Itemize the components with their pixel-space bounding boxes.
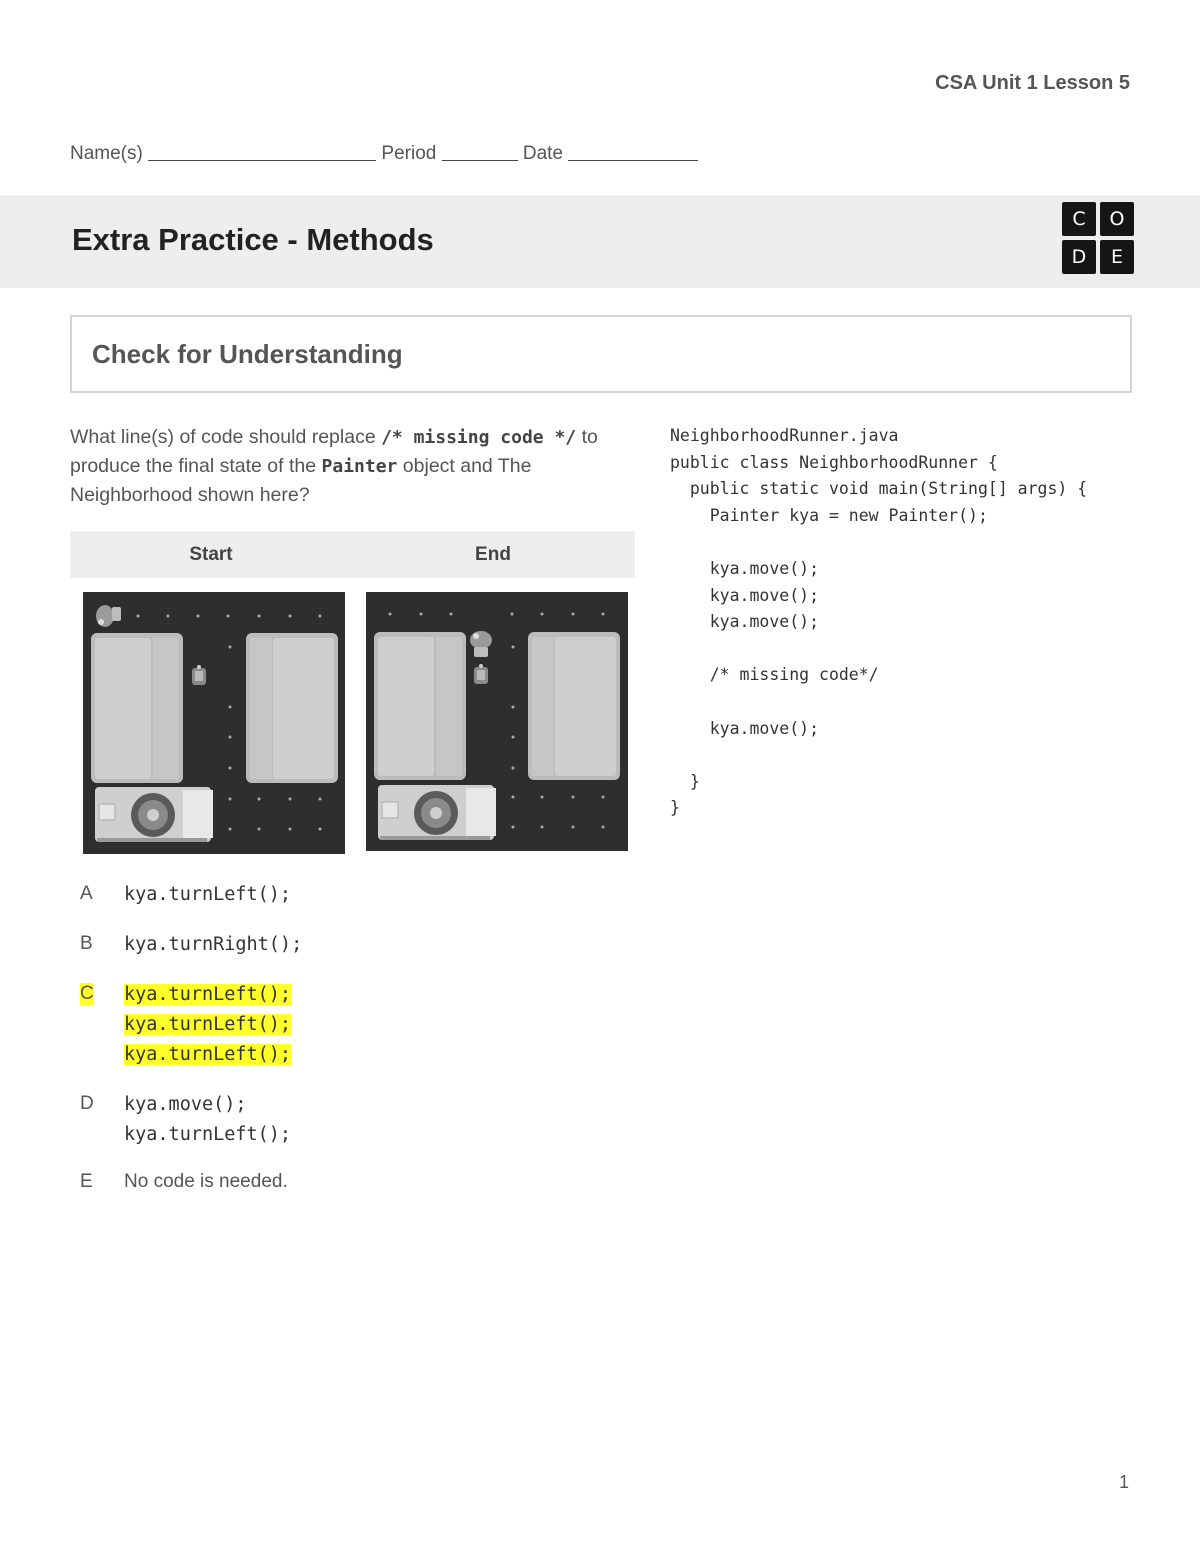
start-label: Start <box>189 544 233 565</box>
code-listing <box>670 423 1087 822</box>
question-part: What line(s) of code should replace <box>70 426 382 448</box>
start-neighborhood-grid <box>83 592 345 854</box>
question-code: Painter <box>321 456 398 477</box>
choice-letter: C <box>80 983 94 1004</box>
date-blank[interactable] <box>568 142 698 161</box>
choice-code-block <box>124 1090 291 1150</box>
question-code: /* missing code */ <box>381 427 577 448</box>
code-line: /* missing code*/ <box>670 665 879 685</box>
house-left-icon <box>374 632 466 780</box>
code-line: Painter kya = new Painter(); <box>670 505 988 525</box>
code-line <box>670 529 1087 556</box>
choice-letter: A <box>80 883 93 904</box>
end-label: End <box>475 544 511 565</box>
code-line: kya.move(); <box>670 718 820 738</box>
choice-letter: E <box>80 1171 93 1192</box>
name-blank[interactable] <box>148 142 376 161</box>
logo-letter: D <box>1062 240 1096 274</box>
choice-letter: D <box>80 1093 94 1114</box>
choice-text: No code is needed. <box>124 1171 288 1192</box>
page-title: Extra Practice - Methods <box>72 222 434 257</box>
code-line: kya.move(); <box>670 585 820 605</box>
choice-letter: B <box>80 933 93 954</box>
start-end-header <box>70 531 635 578</box>
course-label: CSA Unit 1 Lesson 5 <box>935 72 1130 94</box>
code-org-logo <box>1062 202 1134 275</box>
section-title: Check for Understanding <box>92 339 403 369</box>
choice-code: kya.turnLeft(); <box>124 884 292 905</box>
period-blank[interactable] <box>442 142 518 161</box>
name-period-date-row <box>70 142 698 165</box>
choice-code-line: kya.turnLeft(); <box>124 1014 292 1035</box>
question-text <box>70 423 630 510</box>
choice-code-line: kya.turnLeft(); <box>124 984 292 1005</box>
logo-letter: O <box>1100 202 1134 236</box>
choice-code-line: kya.turnLeft(); <box>124 1124 292 1145</box>
house-right-icon <box>246 633 338 783</box>
code-line: } <box>670 771 700 791</box>
code-line <box>670 636 1087 663</box>
code-line: kya.move(); <box>670 612 820 632</box>
donut-shop-icon <box>378 785 496 840</box>
choice-code: kya.turnRight(); <box>124 934 303 955</box>
code-line <box>670 742 1087 769</box>
choice-code-line: kya.turnLeft(); <box>124 1044 292 1065</box>
donut-shop-icon <box>95 787 213 842</box>
check-for-understanding-box <box>70 315 1132 393</box>
code-line: kya.move(); <box>670 558 820 578</box>
code-line: public static void main(String[] args) { <box>670 479 1088 499</box>
logo-letter: E <box>1100 240 1134 274</box>
end-neighborhood-grid <box>366 592 628 851</box>
choice-code-line: kya.move(); <box>124 1094 247 1115</box>
code-line: NeighborhoodRunner.java <box>670 426 899 445</box>
page-number: 1 <box>1119 1472 1130 1492</box>
logo-letter: C <box>1062 202 1096 236</box>
name-label: Name(s) <box>70 143 143 164</box>
house-left-icon <box>91 633 183 783</box>
question-part: to produce the final state of the <box>70 426 598 477</box>
house-right-icon <box>528 632 620 780</box>
date-label: Date <box>522 143 564 164</box>
code-line: public class NeighborhoodRunner { <box>670 452 998 472</box>
code-line: } <box>670 798 680 818</box>
choice-code-block <box>124 980 291 1070</box>
code-line <box>670 689 1087 716</box>
period-label: Period <box>381 143 437 164</box>
question-part: object and The Neighborhood shown here? <box>70 455 532 506</box>
